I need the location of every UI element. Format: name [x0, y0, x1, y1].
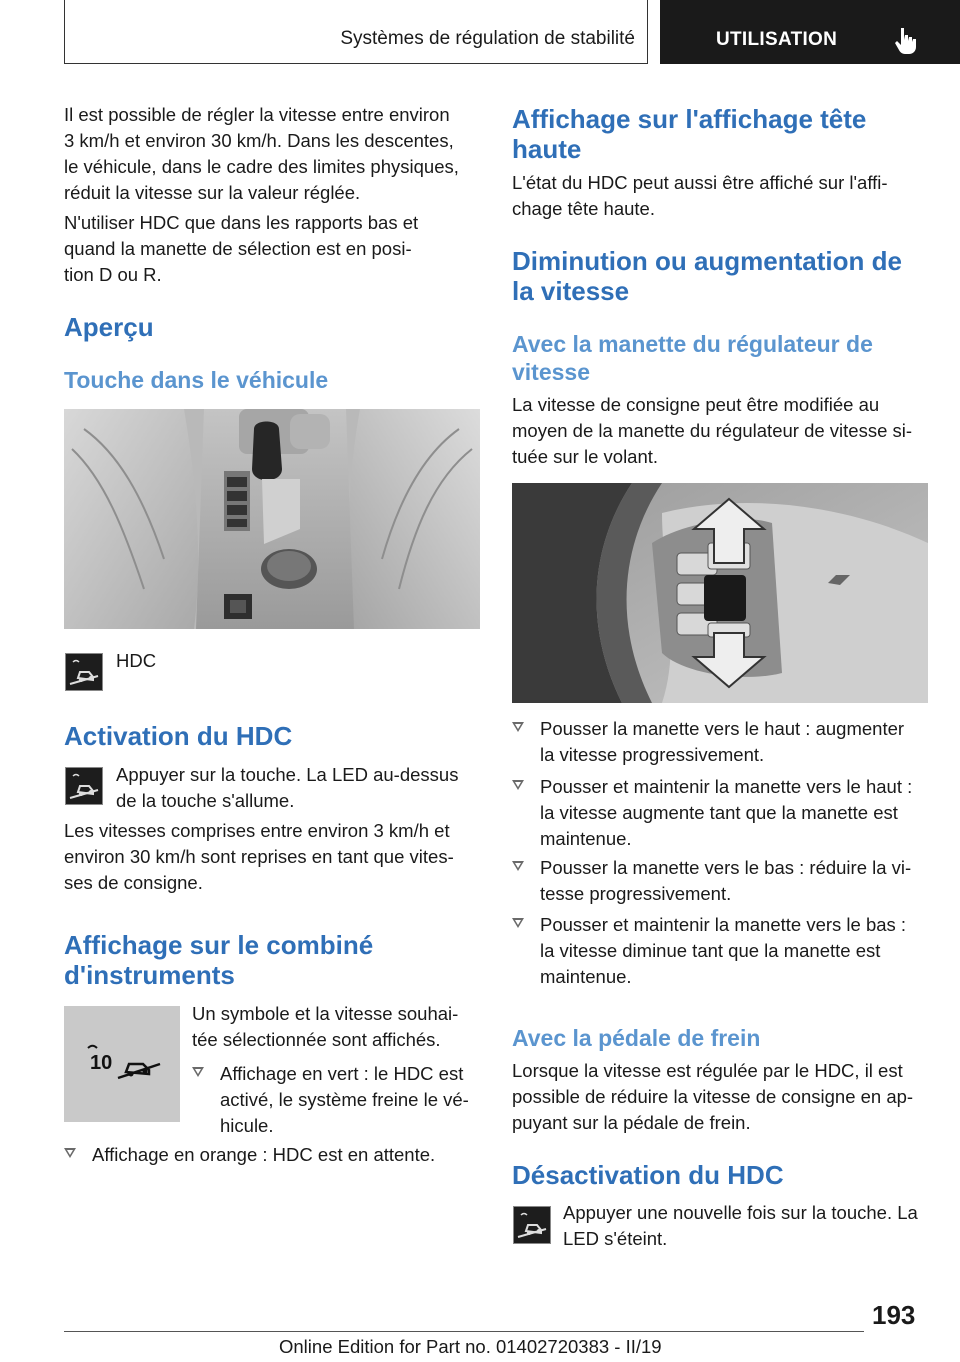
page-number: 193 — [872, 1300, 916, 1330]
heading-touche-vehicule: Touche dans le véhicule — [64, 367, 329, 393]
footer-divider — [64, 1331, 864, 1332]
heading-affichage-tete-haute: Affichage sur l'affichage tête haute — [512, 104, 867, 164]
heading-manette: Avec la manette du régulateur de vitesse — [512, 331, 873, 385]
bullet-triangle-icon — [512, 780, 524, 790]
hdc-deactivation-icon — [513, 1206, 551, 1244]
combine-text: Un symbole et la vitesse souhai‐ tée sélectionnée sont affichés. — [192, 1003, 459, 1050]
head-up-paragraph: L'état du HDC peut aussi être affiché sur l'affi‐ chage tête haute. — [512, 172, 888, 219]
header-section-box — [64, 0, 648, 64]
speed-range-paragraph: Les vitesses comprises entre environ 3 km/h et environ 30 km/h sont reprises en tant que vites‐ ses de consigne. — [64, 820, 454, 893]
hdc-label: HDC — [116, 650, 157, 671]
bullet-triangle-icon — [192, 1067, 204, 1077]
bullet-triangle-icon — [64, 1148, 76, 1158]
header-chapter-label: UTILISATION — [716, 29, 838, 50]
list-item: Affichage en orange : HDC est en attente. — [64, 1142, 435, 1168]
hdc-car-slope-icon — [514, 1207, 550, 1243]
bullet-triangle-icon — [512, 861, 524, 871]
display-speed-value: 10 — [90, 1052, 113, 1074]
heading-desactivation: Désactivation du HDC — [512, 1160, 784, 1190]
list-item: Pousser la manette vers le bas : réduire la vi‐ tesse progressivement. — [512, 855, 911, 907]
heading-activation: Activation du HDC — [64, 721, 293, 751]
footer-edition: Online Edition for Part no. 01402720383 - II/19 — [279, 1336, 662, 1357]
manette-paragraph: La vitesse de consigne peut être modifiée au moyen de la manette du régulateur de vitesse si‐ tuée sur le volant. — [512, 394, 913, 467]
intro-paragraph: Il est possible de régler la vitesse entre environ 3 km/h et environ 30 km/h. Dans les descentes, le véhicule, dans le cadre des limites physiques, réduit la vitesse sur la valeur réglée. — [64, 104, 459, 203]
desactivation-text: Appuyer une nouvelle fois sur la touche. La LED s'éteint. — [563, 1202, 918, 1249]
pedale-paragraph: Lorsque la vitesse est régulée par le HDC, il est possible de réduire la vitesse de consigne en ap‐ puyant sur la pédale de frein. — [512, 1060, 914, 1133]
center-console-photo — [64, 409, 480, 629]
list-item: Affichage en vert : le HDC est activé, le système freine le vé‐ hicule. — [192, 1061, 469, 1139]
heading-pedale: Avec la pédale de frein — [512, 1025, 761, 1051]
hdc-car-slope-icon — [84, 1042, 164, 1082]
list-item: Pousser et maintenir la manette vers le bas : la vitesse diminue tant que la manette est maintenue. — [512, 912, 906, 990]
bullet-triangle-icon — [512, 918, 524, 928]
bullet-triangle-icon — [512, 722, 524, 732]
list-item: Pousser et maintenir la manette vers le haut : la vitesse augmente tant que la manette est maintenue. — [512, 774, 912, 852]
list-item: Pousser la manette vers le haut : augmenter la vitesse progressivement. — [512, 716, 904, 768]
pointing-hand-icon — [894, 26, 918, 54]
instrument-display-image — [64, 1006, 180, 1122]
heading-apercu: Aperçu — [64, 312, 154, 342]
usage-paragraph: N'utiliser HDC que dans les rapports bas et quand la manette de sélection est en posi‐ tion D ou R. — [64, 212, 419, 285]
activation-text: Appuyer sur la touche. La LED au-dessus de la touche s'allume. — [116, 764, 459, 811]
hdc-button-icon — [65, 653, 103, 691]
hdc-car-slope-icon — [66, 768, 102, 804]
header-chapter-tab[interactable] — [660, 0, 960, 64]
steering-wheel-photo — [512, 483, 928, 703]
hdc-activation-icon — [65, 767, 103, 805]
heading-diminution: Diminution ou augmentation de la vitesse — [512, 246, 902, 306]
header-section-title: Systèmes de régulation de stabilité — [340, 28, 635, 49]
hdc-car-slope-icon — [66, 654, 102, 690]
heading-combine: Affichage sur le combiné d'instruments — [64, 930, 374, 990]
